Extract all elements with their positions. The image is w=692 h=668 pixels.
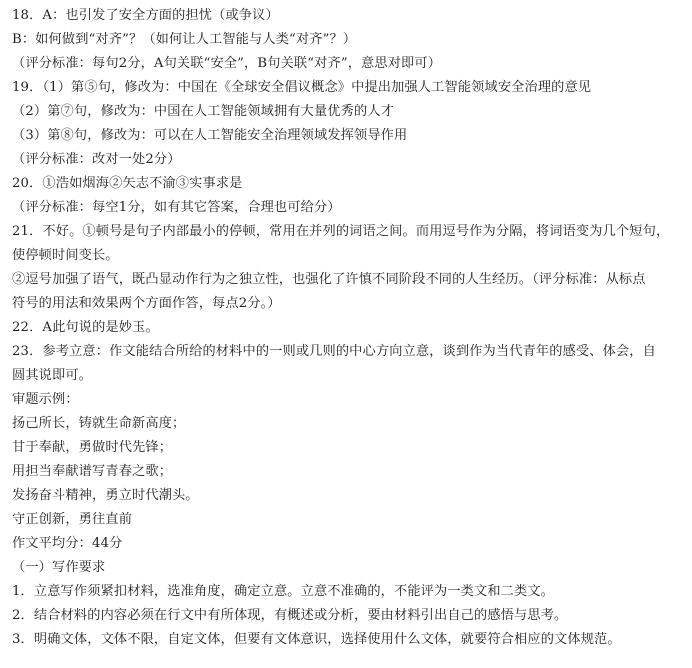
example-item-3: 用担当奉献谱写青春之歌； — [12, 464, 173, 479]
example-item-1: 扬己所长，铸就生命新高度； — [12, 416, 186, 431]
answer-21-line-2: 使停顿时间变长。 — [12, 248, 119, 263]
answer-23-line-1: 23．参考立意：作文能结合所给的材料中的一则或几则的中心方向立意，谈到作为当代青年的感受、体会，自 — [12, 344, 656, 359]
scoring-note-19: （评分标准：改对一处2分） — [12, 152, 181, 167]
answer-19-3: （3）第⑧句，修改为：可以在人工智能安全治理领域发挥领导作用 — [12, 128, 408, 143]
answer-20: 20．①浩如烟海②矢志不渝③实事求是 — [12, 176, 243, 191]
answer-key-document — [12, 4, 684, 652]
answer-21-line-3: ②逗号加强了语气，既凸显动作行为之独立性，也强化了许慎不同阶段不同的人生经历。（评分标准：从标点 — [12, 272, 646, 287]
requirement-2: 2．结合材料的内容必须在行文中有所体现，有概述或分析，要由材料引出自己的感悟与思考。 — [12, 608, 568, 623]
scoring-note-18: （评分标准：每句2分，A句关联“安全”，B句关联“对齐”，意思对即可） — [12, 56, 442, 71]
example-heading: 审题示例： — [12, 392, 79, 407]
answer-18-b: B：如何做到“对齐”？（如何让人工智能与人类“对齐”？） — [12, 32, 357, 47]
requirement-1: 1．立意写作须紧扣材料，选准角度，确定立意。立意不准确的，不能评为一类文和二类文。 — [12, 584, 555, 599]
answer-18-a: 18．A：也引发了安全方面的担忧（或争议） — [12, 8, 279, 23]
example-item-2: 甘于奉献，勇做时代先锋； — [12, 440, 173, 455]
answer-21-line-4: 符号的用法和效果两个方面作答，每点2分。） — [12, 296, 281, 311]
example-item-4: 发扬奋斗精神，勇立时代潮头。 — [12, 488, 199, 503]
answer-19-2: （2）第⑦句，修改为：中国在人工智能领域拥有大量优秀的人才 — [12, 104, 394, 119]
requirement-3: 3．明确文体，文体不限，自定文体，但要有文体意识，选择使用什么文体，就要符合相应的文体规范。 — [12, 632, 621, 647]
example-item-5: 守正创新，勇往直前 — [12, 512, 133, 527]
average-score: 作文平均分：44分 — [12, 536, 123, 551]
answer-21-line-1: 21．不好。①顿号是句子内部最小的停顿，常用在并列的词语之间。而用逗号作为分隔，将词语变为几个短句， — [12, 224, 670, 239]
answer-23-line-2: 圆其说即可。 — [12, 368, 93, 383]
scoring-note-20: （评分标准：每空1分，如有其它答案，合理也可给分） — [12, 200, 341, 215]
writing-requirements-heading: （一）写作要求 — [12, 560, 106, 575]
answer-19-1: 19．（1）第⑤句，修改为：中国在《全球安全倡议概念》中提出加强人工智能领域安全治理的意见 — [12, 80, 592, 95]
answer-22: 22．A此句说的是妙玉。 — [12, 320, 159, 335]
